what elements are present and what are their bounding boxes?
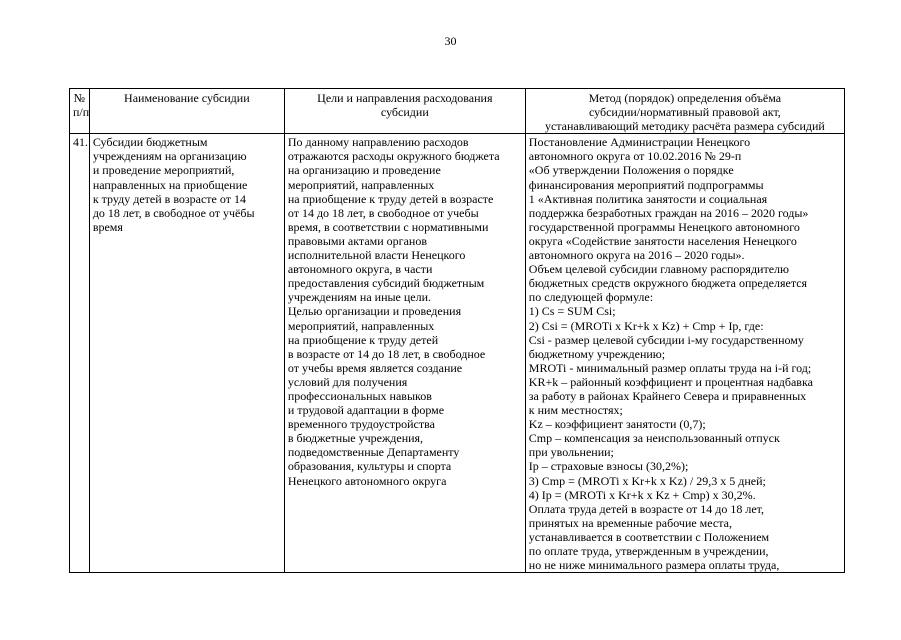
row-method-line: 2) Csi = (MROTi x Kr+k x Kz) + Cmp + Ip, где: xyxy=(528,318,764,333)
page-number: 30 xyxy=(444,34,457,48)
row-goal-line: По данному направлению расходов xyxy=(287,135,469,150)
row-method-line: к ним местностях; xyxy=(528,403,623,418)
row-goal-line: на приобщение к труду детей xyxy=(287,332,439,347)
subsidy-table xyxy=(69,88,845,573)
header-name-line: Наименование субсидии xyxy=(124,91,250,105)
row-method-line: принятых на временные рабочие места, xyxy=(528,515,732,530)
row-method-line: 1) Cs = SUM Csi; xyxy=(528,304,616,319)
row-goal-line: Ненецкого автономного округа xyxy=(287,473,447,488)
row-goal-line: временного трудоустройства xyxy=(287,417,435,432)
row-goal-line: в бюджетные учреждения, xyxy=(287,431,424,446)
row-method-line: Kz – коэффициент занятости (0,7); xyxy=(528,417,706,432)
row-name-line: время xyxy=(92,219,123,234)
row-method-line: но не ниже минимального размера оплаты труда, xyxy=(528,558,780,573)
row-goal-line: отражаются расходы окружного бюджета xyxy=(287,149,500,164)
header-name xyxy=(89,89,284,134)
row-method-line: KR+k – районный коэффициент и процентная надбавка xyxy=(528,374,813,389)
row-name-line: к труду детей в возрасте от 14 xyxy=(92,191,246,206)
header-method xyxy=(525,89,844,134)
header-num-line: п/п xyxy=(73,105,90,120)
row-method-line: автономного округа от 10.02.2016 № 29-п xyxy=(528,149,742,164)
row-goal-line: мероприятий, направленных xyxy=(287,318,435,333)
row-method-line: бюджетному учреждению; xyxy=(528,346,666,361)
row-method-line: Постановление Администрации Ненецкого xyxy=(528,135,751,150)
row-method-line: бюджетных средств окружного бюджета определяется xyxy=(528,276,808,291)
row-goal-line: и трудовой адаптации в форме xyxy=(287,403,445,418)
row-num: 41. xyxy=(70,134,90,573)
row-goal-line: образования, культуры и спорта xyxy=(287,459,452,474)
row-method-line: устанавливается в соответствии с Положением xyxy=(528,529,770,544)
header-goal-line: субсидии xyxy=(380,105,429,120)
row-goal-line: подведомственные Департаменту xyxy=(287,445,460,460)
header-num xyxy=(70,89,90,134)
row-goal-line: учреждениям на иные цели. xyxy=(287,290,432,305)
header-method-line: устанавливающий методику расчёта размера субсидий xyxy=(544,119,825,134)
header-goal-line: Цели и направления расходования xyxy=(317,91,493,105)
row-goal-line: от учебы время является создание xyxy=(287,360,463,375)
row-goal-line: на организацию и проведение xyxy=(287,163,441,178)
row-method-line: поддержка безработных граждан на 2016 – 2020 годы» xyxy=(528,205,809,220)
row-goal-line: условий для получения xyxy=(287,374,408,389)
row-goal-line: время, в соответствии с нормативными xyxy=(287,219,489,234)
row-name-line: направленных на приобщение xyxy=(92,177,248,192)
row-method-line: 4) Ip = (MROTi x Kr+k x Kz + Cmp) x 30,2%. xyxy=(528,487,756,502)
row-name-line: до 18 лет, в свободное от учёбы xyxy=(92,205,255,220)
row-name-line: и проведение мероприятий, xyxy=(92,163,235,178)
row-method xyxy=(525,134,844,573)
row-method-line: Объем целевой субсидии главному распорядителю xyxy=(528,262,789,277)
row-method-line: автономного округа на 2016 – 2020 годы». xyxy=(528,248,745,263)
row-method-line: Оплата труда детей в возрасте от 14 до 18 лет, xyxy=(528,501,764,516)
row-name-line: учреждениям на организацию xyxy=(92,149,247,164)
row-goal-line: в возрасте от 14 до 18 лет, в свободное xyxy=(287,346,486,361)
row-goal-line: Целью организации и проведения xyxy=(287,304,462,319)
row-goal xyxy=(284,134,525,573)
row-method-line: Csi - размер целевой субсидии i-му государственному xyxy=(528,332,804,347)
row-method-line: по следующей формуле: xyxy=(528,290,654,305)
row-method-line: 1 «Активная политика занятости и социальная xyxy=(528,191,768,206)
row-goal-line: мероприятий, направленных xyxy=(287,177,435,192)
row-goal-line: профессиональных навыков xyxy=(287,388,432,403)
row-name-line: Субсидии бюджетным xyxy=(92,135,208,150)
row-goal-line: предоставления субсидий бюджетным xyxy=(287,276,485,291)
row-name xyxy=(89,134,284,573)
row-method-line: «Об утверждении Положения о порядке xyxy=(528,163,734,178)
table-row xyxy=(70,134,845,573)
header-num-line: № xyxy=(73,91,86,105)
table-header-row xyxy=(70,89,845,134)
row-method-line: Cmp – компенсация за неиспользованный отпуск xyxy=(528,431,780,446)
row-method-line: 3) Cmp = (MROTi x Kr+k x Kz) / 29,3 x 5 дней; xyxy=(528,473,766,488)
header-method-line: Метод (порядок) определения объёма xyxy=(588,91,782,105)
row-method-line: Ip – страховые взносы (30,2%); xyxy=(528,459,689,474)
row-method-line: финансирования мероприятий подпрограммы xyxy=(528,177,764,192)
row-goal-line: от 14 до 18 лет, в свободное от учебы xyxy=(287,205,479,220)
row-method-line: при увольнении; xyxy=(528,445,614,460)
row-goal-line: автономного округа, в части xyxy=(287,262,433,277)
header-goal xyxy=(284,89,525,134)
row-method-line: MROTi - минимальный размер оплаты труда на i-й год; xyxy=(528,360,812,375)
row-goal-line: на приобщение к труду детей в возрасте xyxy=(287,191,494,206)
row-method-line: по оплате труда, утвержденным в учреждении, xyxy=(528,544,769,558)
row-goal-line: правовыми актами органов xyxy=(287,233,428,248)
row-method-line: государственной программы Ненецкого автономного xyxy=(528,219,800,234)
row-method-line: за работу в районах Крайнего Севера и приравненных xyxy=(528,388,807,403)
header-method-line: субсидии/нормативный правовой акт, xyxy=(588,105,781,120)
row-goal-line: исполнительной власти Ненецкого xyxy=(287,248,466,263)
row-method-line: округа «Содействие занятости населения Ненецкого xyxy=(528,233,797,248)
